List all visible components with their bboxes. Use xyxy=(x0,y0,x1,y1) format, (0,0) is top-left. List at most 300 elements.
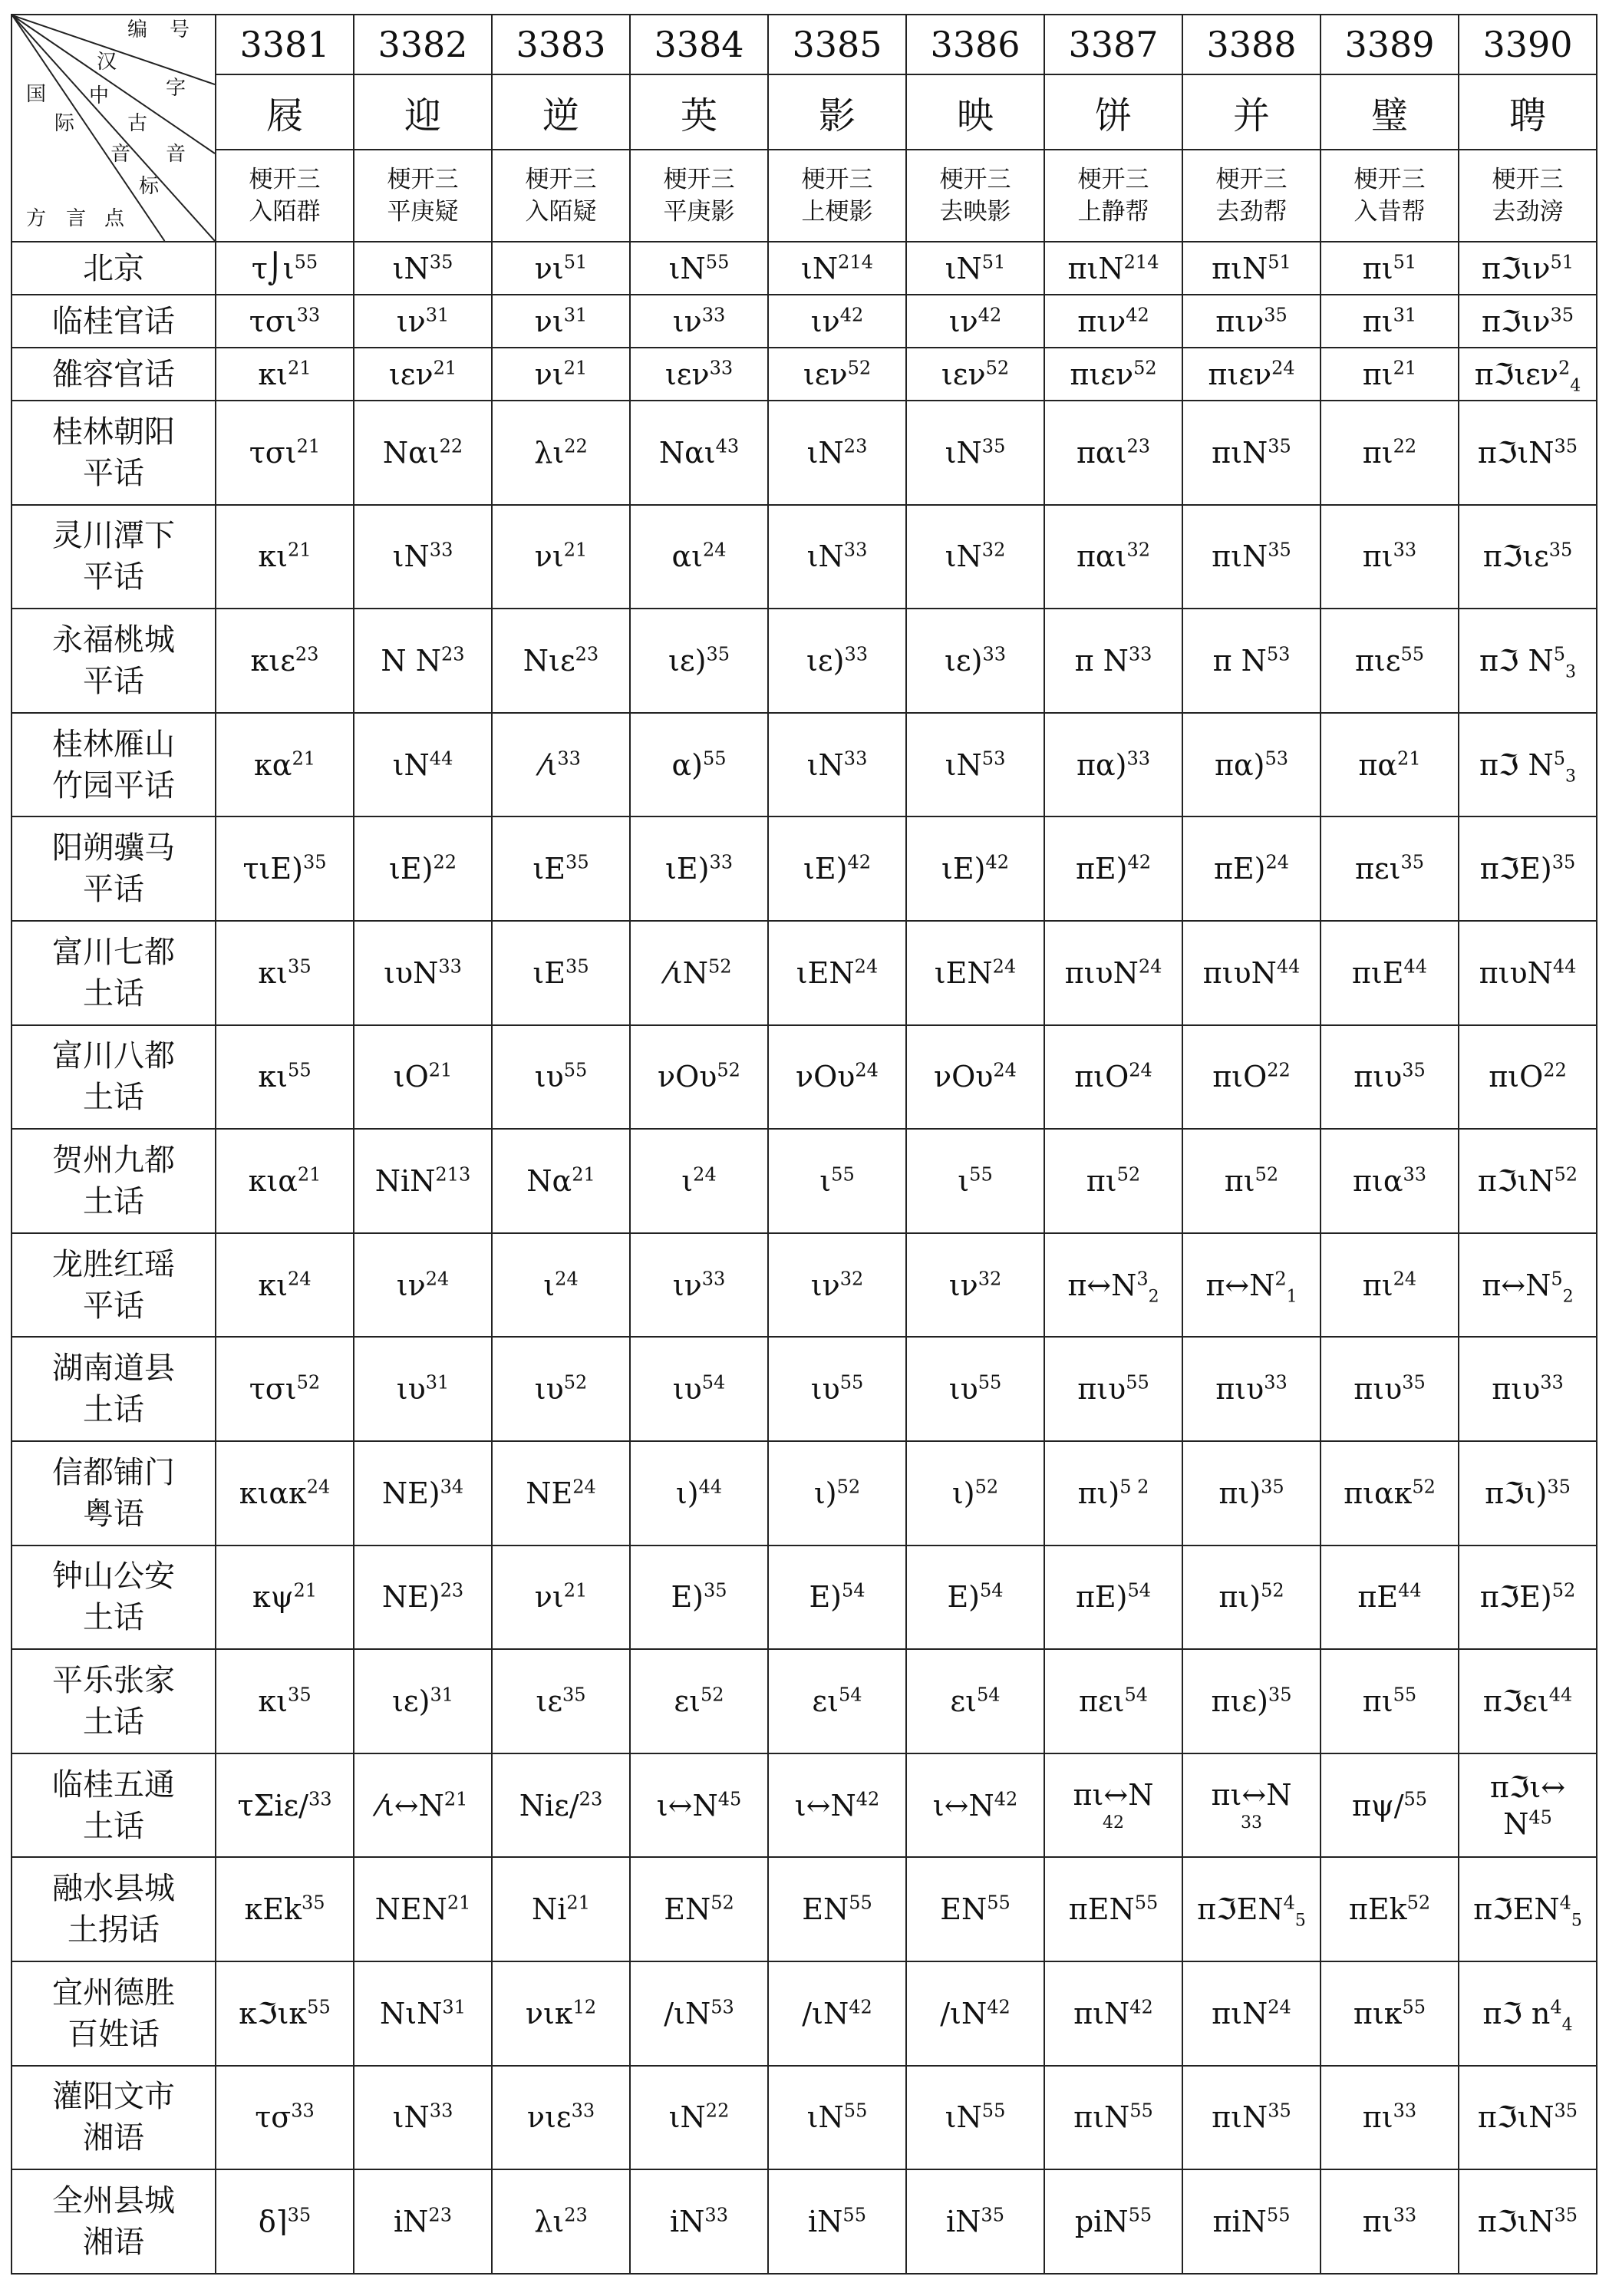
transcription-base: ⁄ιΝ xyxy=(666,955,708,990)
location-line: 土话 xyxy=(83,1808,144,1844)
transcription-base: ιν xyxy=(672,1268,702,1302)
pronunciation-cell xyxy=(216,1649,354,1753)
tone-superscript: 22 xyxy=(705,2100,730,2122)
transcription-base: τσ xyxy=(255,2100,292,2135)
transcription-base: ΝιΝ xyxy=(380,1996,443,2030)
tone-superscript: 33 xyxy=(1393,2100,1417,2122)
transcription-base: ιυΝ xyxy=(384,955,439,990)
pronunciation-cell xyxy=(354,1753,492,1858)
tone-superscript: 35 xyxy=(287,2204,312,2226)
pronunciation-cell xyxy=(216,1025,354,1130)
tone-superscript: 55 xyxy=(307,1996,331,2018)
location-line: 土话 xyxy=(83,1392,144,1428)
tone-superscript: 33 xyxy=(1393,2204,1417,2226)
transcription-base: ιΝ xyxy=(806,539,844,574)
middle-chinese-category xyxy=(1321,150,1459,242)
pronunciation-cell xyxy=(768,401,906,505)
tone-superscript: 35 xyxy=(1551,851,1576,873)
pronunciation-cell xyxy=(630,1753,768,1858)
tone-superscript: 33 xyxy=(982,643,1006,665)
middle-chinese-line: 梗开三 xyxy=(663,166,735,193)
pronunciation-cell xyxy=(630,609,768,713)
transcription-base: νι xyxy=(534,357,564,391)
transcription-base: ιΝ xyxy=(668,2100,706,2135)
transcription-base: πιυ xyxy=(1353,1372,1403,1407)
pronunciation-cell xyxy=(906,401,1044,505)
transcription-base: κι xyxy=(258,1268,288,1302)
tone-superscript: 55 xyxy=(1266,2204,1291,2226)
pronunciation-cell xyxy=(1459,1753,1597,1858)
tone-superscript: 33 xyxy=(843,539,868,561)
transcription-base: ιεν xyxy=(388,357,434,391)
pronunciation-cell xyxy=(216,505,354,609)
pronunciation-cell xyxy=(768,1649,906,1753)
corner-label: 汉 xyxy=(97,51,117,74)
tone-superscript: 5 2 xyxy=(1119,1476,1149,1498)
pronunciation-cell xyxy=(768,1337,906,1441)
tone-superscript: 24 xyxy=(693,1163,717,1186)
tone-subscript: 4 xyxy=(1570,376,1581,396)
tone-superscript: 21 xyxy=(296,435,321,457)
pronunciation-cell xyxy=(1459,1337,1597,1441)
pronunciation-cell xyxy=(492,505,630,609)
dialect-location xyxy=(12,609,216,713)
tone-superscript: 52 xyxy=(1116,1163,1141,1186)
chinese-character: 逆 xyxy=(492,74,630,150)
middle-chinese-line: 去劲滂 xyxy=(1492,198,1564,226)
pronunciation-cell xyxy=(354,921,492,1025)
pronunciation-cell xyxy=(354,1233,492,1338)
location-line: 临桂官话 xyxy=(52,303,175,339)
tone-superscript: 42 xyxy=(1127,851,1152,873)
transcription-base: Νιε xyxy=(523,644,575,678)
tone-superscript: 31 xyxy=(563,303,588,325)
tone-superscript: 33 xyxy=(704,2204,728,2226)
location-line: 平话 xyxy=(83,664,144,700)
pronunciation-cell xyxy=(1044,713,1182,817)
middle-chinese-line: 梗开三 xyxy=(1077,166,1149,193)
middle-chinese-category xyxy=(768,150,906,242)
transcription-base: κψ xyxy=(252,1580,294,1615)
pronunciation-cell xyxy=(630,1337,768,1441)
transcription-base: κι xyxy=(258,539,288,574)
tone-superscript: 52 xyxy=(1412,1476,1436,1498)
pronunciation-cell xyxy=(1459,1546,1597,1650)
corner-label: 号 xyxy=(170,18,190,41)
tone-superscript: 55 xyxy=(1400,643,1425,665)
tone-superscript: 35 xyxy=(288,1684,312,1706)
transcription-base: πℑι) xyxy=(1485,1476,1548,1510)
pronunciation-cell xyxy=(1182,1546,1321,1650)
tone-superscript: 24 xyxy=(1393,1267,1417,1289)
pronunciation-cell xyxy=(1044,609,1182,713)
transcription-base: ι xyxy=(819,1164,832,1199)
tone-superscript: 53 xyxy=(711,1996,734,2018)
header-row-middle-chinese xyxy=(12,150,1597,242)
transcription-base: πει xyxy=(1354,852,1401,886)
pronunciation-cell xyxy=(216,242,354,295)
middle-chinese-category xyxy=(492,150,630,242)
dialect-location xyxy=(12,1129,216,1233)
middle-chinese-line: 梗开三 xyxy=(525,166,597,193)
transcription-base: ιΕ xyxy=(532,852,566,886)
tone-subscript: 2 xyxy=(1148,1287,1159,1307)
tone-superscript: 55 xyxy=(987,1892,1011,1914)
transcription-base: piΝ xyxy=(1074,2205,1129,2239)
pronunciation-cell xyxy=(630,505,768,609)
tone-superscript: 55 xyxy=(1126,1371,1149,1394)
dialect-row xyxy=(12,1337,1597,1441)
pronunciation-cell xyxy=(216,1961,354,2066)
transcription-base: ιΕΝ xyxy=(934,955,993,990)
tone-subscript: 42 xyxy=(1103,1813,1124,1833)
tone-superscript: 23 xyxy=(295,643,319,665)
tone-superscript: 35 xyxy=(1268,539,1291,561)
location-line: 全州县城 xyxy=(52,2183,175,2219)
pronunciation-cell xyxy=(492,1649,630,1753)
transcription-base: ιΝ xyxy=(945,251,982,285)
pronunciation-cell xyxy=(1321,921,1459,1025)
dialect-row xyxy=(12,1129,1597,1233)
location-line: 平话 xyxy=(83,455,144,491)
tone-subscript: 33 xyxy=(1241,1813,1262,1833)
pronunciation-cell xyxy=(1044,401,1182,505)
tone-superscript: 55 xyxy=(1129,2100,1153,2122)
transcription-base: πι↔Ν xyxy=(1073,1777,1154,1812)
transcription-base: Ε) xyxy=(671,1580,704,1615)
middle-chinese-category xyxy=(906,150,1044,242)
pronunciation-cell xyxy=(1321,1233,1459,1338)
tone-superscript: 52 xyxy=(1551,1579,1576,1602)
pronunciation-cell xyxy=(1182,401,1321,505)
transcription-base: πℑ Ν xyxy=(1479,644,1554,678)
transcription-base: π Ν xyxy=(1074,644,1129,678)
char-number: 3386 xyxy=(906,15,1044,74)
corner-label: 字 xyxy=(166,77,186,100)
transcription-base: ιυ xyxy=(534,1372,564,1407)
chinese-character: 映 xyxy=(906,74,1044,150)
tone-superscript: 52 xyxy=(717,1059,740,1081)
transcription-base: νΟυ xyxy=(796,1060,856,1094)
transcription-base: πℑΕ) xyxy=(1479,852,1552,886)
dialect-row xyxy=(12,1025,1597,1130)
pronunciation-cell xyxy=(492,295,630,348)
transcription-base: πιΝ xyxy=(1212,2100,1268,2135)
tone-superscript: 4 xyxy=(1283,1892,1295,1914)
transcription-base: ιε) xyxy=(806,644,845,678)
pronunciation-cell xyxy=(354,295,492,348)
transcription-base: πιΟ xyxy=(1074,1060,1129,1094)
transcription-base: ιΝ xyxy=(392,539,430,574)
tone-superscript: 42 xyxy=(839,303,864,325)
transcription-base: ι) xyxy=(675,1476,699,1510)
pronunciation-cell xyxy=(906,1441,1044,1546)
pronunciation-cell xyxy=(1182,1961,1321,2066)
transcription-base: παι xyxy=(1076,539,1127,574)
dialect-location xyxy=(12,2066,216,2170)
transcription-base: τσι xyxy=(249,304,297,338)
transcription-base: πψ/ xyxy=(1351,1788,1404,1823)
tone-superscript: 35 xyxy=(981,2204,1004,2226)
pronunciation-cell xyxy=(1321,2169,1459,2274)
tone-superscript: 33 xyxy=(1264,1371,1288,1394)
stacked-transcription xyxy=(1490,1769,1565,1842)
corner-label: 言 xyxy=(66,207,87,230)
middle-chinese-line: 入陌群 xyxy=(249,198,321,226)
tone-superscript: 24 xyxy=(992,955,1017,978)
pronunciation-cell xyxy=(1044,921,1182,1025)
middle-chinese-line: 梗开三 xyxy=(801,166,873,193)
transcription-base: πιΝ xyxy=(1073,1996,1130,2030)
tone-superscript: 52 xyxy=(1261,1579,1284,1602)
tone-superscript: 35 xyxy=(565,851,589,873)
tone-superscript: 52 xyxy=(701,1684,724,1706)
pronunciation-cell xyxy=(1044,295,1182,348)
dialect-row xyxy=(12,295,1597,348)
transcription-base: πιεν xyxy=(1208,357,1272,391)
tone-superscript: 31 xyxy=(1393,303,1417,325)
char-number: 3388 xyxy=(1182,15,1321,74)
location-line: 信都铺门 xyxy=(52,1454,175,1490)
pronunciation-cell xyxy=(1459,295,1597,348)
transcription-base: α) xyxy=(671,747,703,782)
tone-superscript: 35 xyxy=(1261,1476,1284,1498)
tone-superscript: 5 xyxy=(1553,747,1566,770)
transcription-base: τσι xyxy=(249,435,297,470)
pronunciation-cell xyxy=(906,295,1044,348)
tone-subscript: 5 xyxy=(1294,1911,1306,1931)
tone-superscript: 33 xyxy=(709,851,733,873)
transcription-base: πΕ) xyxy=(1075,1580,1128,1615)
chinese-character: 聘 xyxy=(1459,74,1597,150)
pronunciation-cell xyxy=(768,609,906,713)
transcription-base: ιε) xyxy=(945,644,983,678)
chinese-character: 影 xyxy=(768,74,906,150)
tone-superscript: 42 xyxy=(856,1787,880,1809)
transcription-base: ι xyxy=(958,1164,970,1199)
pronunciation-cell xyxy=(906,713,1044,817)
middle-chinese-category xyxy=(630,150,768,242)
tone-superscript: 42 xyxy=(847,851,871,873)
tone-superscript: 53 xyxy=(1264,747,1288,770)
location-line: 竹园平话 xyxy=(52,767,175,803)
pronunciation-cell xyxy=(1182,713,1321,817)
transcription-base: πιΝ xyxy=(1212,251,1268,285)
tone-superscript: 42 xyxy=(994,1787,1018,1809)
pronunciation-cell xyxy=(1321,1961,1459,2066)
char-number: 3387 xyxy=(1044,15,1182,74)
location-line: 龙胜红瑶 xyxy=(52,1246,175,1282)
transcription-base: πℑιν xyxy=(1481,251,1551,285)
location-line: 阳朔骥马 xyxy=(52,830,175,866)
transcription-base: πι↔Ν xyxy=(1211,1777,1292,1812)
tone-superscript: 21 xyxy=(563,1579,588,1602)
stacked-transcription xyxy=(1073,1776,1154,1833)
dialect-row xyxy=(12,2066,1597,2170)
pronunciation-cell xyxy=(492,1025,630,1130)
tone-superscript: 55 xyxy=(831,1163,855,1186)
tone-superscript: 52 xyxy=(1133,356,1157,378)
tone-superscript: 33 xyxy=(844,643,868,665)
transcription-base: λι xyxy=(534,435,565,470)
chinese-character: 迎 xyxy=(354,74,492,150)
transcription-base: ⁄ι xyxy=(541,747,558,782)
pronunciation-cell xyxy=(1044,2169,1182,2274)
tone-superscript: 51 xyxy=(1268,250,1291,272)
dialect-row xyxy=(12,713,1597,817)
transcription-base: πιυ xyxy=(1492,1372,1541,1407)
tone-subscript: 5 xyxy=(1571,1911,1582,1931)
dialect-row xyxy=(12,401,1597,505)
transcription-base: iΝ xyxy=(394,2205,429,2239)
transcription-base: ιΝ xyxy=(945,539,982,574)
transcription-base: πℑιεν xyxy=(1474,357,1558,391)
pronunciation-cell xyxy=(1321,1441,1459,1546)
pronunciation-cell xyxy=(630,1129,768,1233)
pronunciation-cell xyxy=(630,295,768,348)
transcription-base: πικ xyxy=(1353,1996,1403,2030)
tone-superscript: 31 xyxy=(430,1684,453,1706)
transcription-base: πα xyxy=(1358,747,1398,782)
tone-superscript: 33 xyxy=(296,303,321,325)
tone-superscript: 55 xyxy=(1134,1892,1159,1914)
transcription-base: ιΝ xyxy=(945,435,982,470)
tone-superscript: 21 xyxy=(447,1892,471,1914)
transcription-base: iΝ xyxy=(946,2205,981,2239)
tone-superscript: 51 xyxy=(1550,250,1574,272)
transcription-base: πιυΝ xyxy=(1064,955,1139,990)
dialect-location xyxy=(12,1233,216,1338)
corner-label: 际 xyxy=(54,112,75,135)
pronunciation-cell xyxy=(216,921,354,1025)
pronunciation-cell xyxy=(1182,1857,1321,1961)
location-line: 灌阳文市 xyxy=(52,2079,175,2115)
transcription-base: πιΝ xyxy=(1212,539,1268,574)
corner-label: 点 xyxy=(104,207,125,230)
tone-superscript: 52 xyxy=(974,1476,999,1498)
transcription-base: πι xyxy=(1086,1164,1117,1199)
pronunciation-cell xyxy=(1459,401,1597,505)
dialect-location xyxy=(12,295,216,348)
transcription-base: πι xyxy=(1362,2100,1393,2135)
transcription-base: πΕ xyxy=(1357,1580,1399,1615)
transcription-base: πι xyxy=(1362,435,1393,470)
pronunciation-cell xyxy=(492,2169,630,2274)
pronunciation-cell xyxy=(1044,1129,1182,1233)
transcription-base: π↔Ν xyxy=(1205,1268,1275,1302)
middle-chinese-line: 梗开三 xyxy=(1215,166,1288,193)
tone-superscript: 33 xyxy=(429,2100,453,2122)
location-line: 湘语 xyxy=(83,2225,144,2261)
tone-superscript: 35 xyxy=(1547,1476,1571,1498)
transcription-base: κι xyxy=(258,1684,288,1719)
tone-superscript: 35 xyxy=(1268,435,1291,457)
pronunciation-cell xyxy=(768,1025,906,1130)
middle-chinese-line: 入陌疑 xyxy=(525,198,597,226)
tone-subscript: 1 xyxy=(1286,1287,1297,1307)
pronunciation-cell xyxy=(1321,1025,1459,1130)
middle-chinese-line: 去劲帮 xyxy=(1215,198,1288,226)
transcription-base: ιΝ xyxy=(945,2100,982,2135)
transcription-base: ι↔Ν xyxy=(656,1788,718,1823)
tone-superscript: 42 xyxy=(1126,303,1149,325)
transcription-base: πι xyxy=(1362,304,1393,338)
tone-superscript: 35 xyxy=(429,250,453,272)
pronunciation-cell xyxy=(354,713,492,817)
pronunciation-cell xyxy=(1044,348,1182,401)
tone-superscript: 55 xyxy=(702,747,727,770)
transcription-base: Ε) xyxy=(809,1580,842,1615)
transcription-base: πℑ Ν xyxy=(1479,747,1554,782)
transcription-base-2: Ν xyxy=(1503,1806,1529,1841)
tone-superscript: 5 xyxy=(1553,643,1566,665)
transcription-base: ⁄ι↔Ν xyxy=(378,1788,444,1823)
tone-superscript: 35 xyxy=(565,955,589,978)
transcription-base: ι) xyxy=(951,1476,975,1510)
transcription-base: ΝΕΝ xyxy=(374,1892,447,1927)
tone-superscript: 21 xyxy=(563,356,588,378)
transcription-base: ΕΝ xyxy=(664,1892,711,1927)
pronunciation-cell xyxy=(1044,1753,1182,1858)
transcription-base: πιεν xyxy=(1070,357,1134,391)
pronunciation-cell xyxy=(216,1857,354,1961)
middle-chinese-category xyxy=(1182,150,1321,242)
pronunciation-cell xyxy=(630,1233,768,1338)
pronunciation-cell xyxy=(630,242,768,295)
pronunciation-cell xyxy=(630,2169,768,2274)
transcription-base: πιυΝ xyxy=(1479,955,1553,990)
pronunciation-cell xyxy=(1459,921,1597,1025)
transcription-base: πιε) xyxy=(1211,1684,1268,1719)
dialect-location xyxy=(12,1546,216,1650)
tone-superscript: 33 xyxy=(709,356,734,378)
tone-superscript: 23 xyxy=(441,643,465,665)
pronunciation-cell xyxy=(1321,1337,1459,1441)
location-line: 平话 xyxy=(83,559,144,595)
pronunciation-cell xyxy=(354,609,492,713)
tone-superscript: 52 xyxy=(847,356,872,378)
transcription-base: πα) xyxy=(1214,747,1265,782)
pronunciation-cell xyxy=(216,713,354,817)
pronunciation-cell xyxy=(1321,1857,1459,1961)
transcription-base: πℑΕΝ xyxy=(1197,1892,1284,1927)
pronunciation-cell xyxy=(906,1753,1044,1858)
pronunciation-cell xyxy=(354,2066,492,2170)
pronunciation-cell xyxy=(1182,1025,1321,1130)
pronunciation-cell xyxy=(906,1337,1044,1441)
location-line: 粤语 xyxy=(83,1496,144,1532)
location-line: 湘语 xyxy=(83,2120,144,2156)
tone-superscript: 21 xyxy=(1397,747,1421,770)
transcription-base: Να xyxy=(526,1164,572,1199)
dialect-location xyxy=(12,1857,216,1961)
pronunciation-cell xyxy=(1321,295,1459,348)
tone-superscript: 42 xyxy=(987,1996,1011,2018)
tone-superscript: 52 xyxy=(1255,1163,1279,1186)
location-line: 北京 xyxy=(83,250,144,286)
tone-superscript: 24 xyxy=(306,1476,331,1498)
tone-superscript: 54 xyxy=(839,1684,862,1706)
transcription-base: ιΕ) xyxy=(803,852,848,886)
pronunciation-cell xyxy=(1459,1233,1597,1338)
location-line: 土话 xyxy=(83,1704,144,1740)
middle-chinese-category xyxy=(354,150,492,242)
tone-superscript: 55 xyxy=(288,1059,312,1081)
tone-superscript: 35 xyxy=(1554,2100,1578,2122)
pronunciation-cell xyxy=(492,242,630,295)
transcription-base: πιΝ xyxy=(1073,2100,1130,2135)
corner-label: 古 xyxy=(127,112,148,135)
